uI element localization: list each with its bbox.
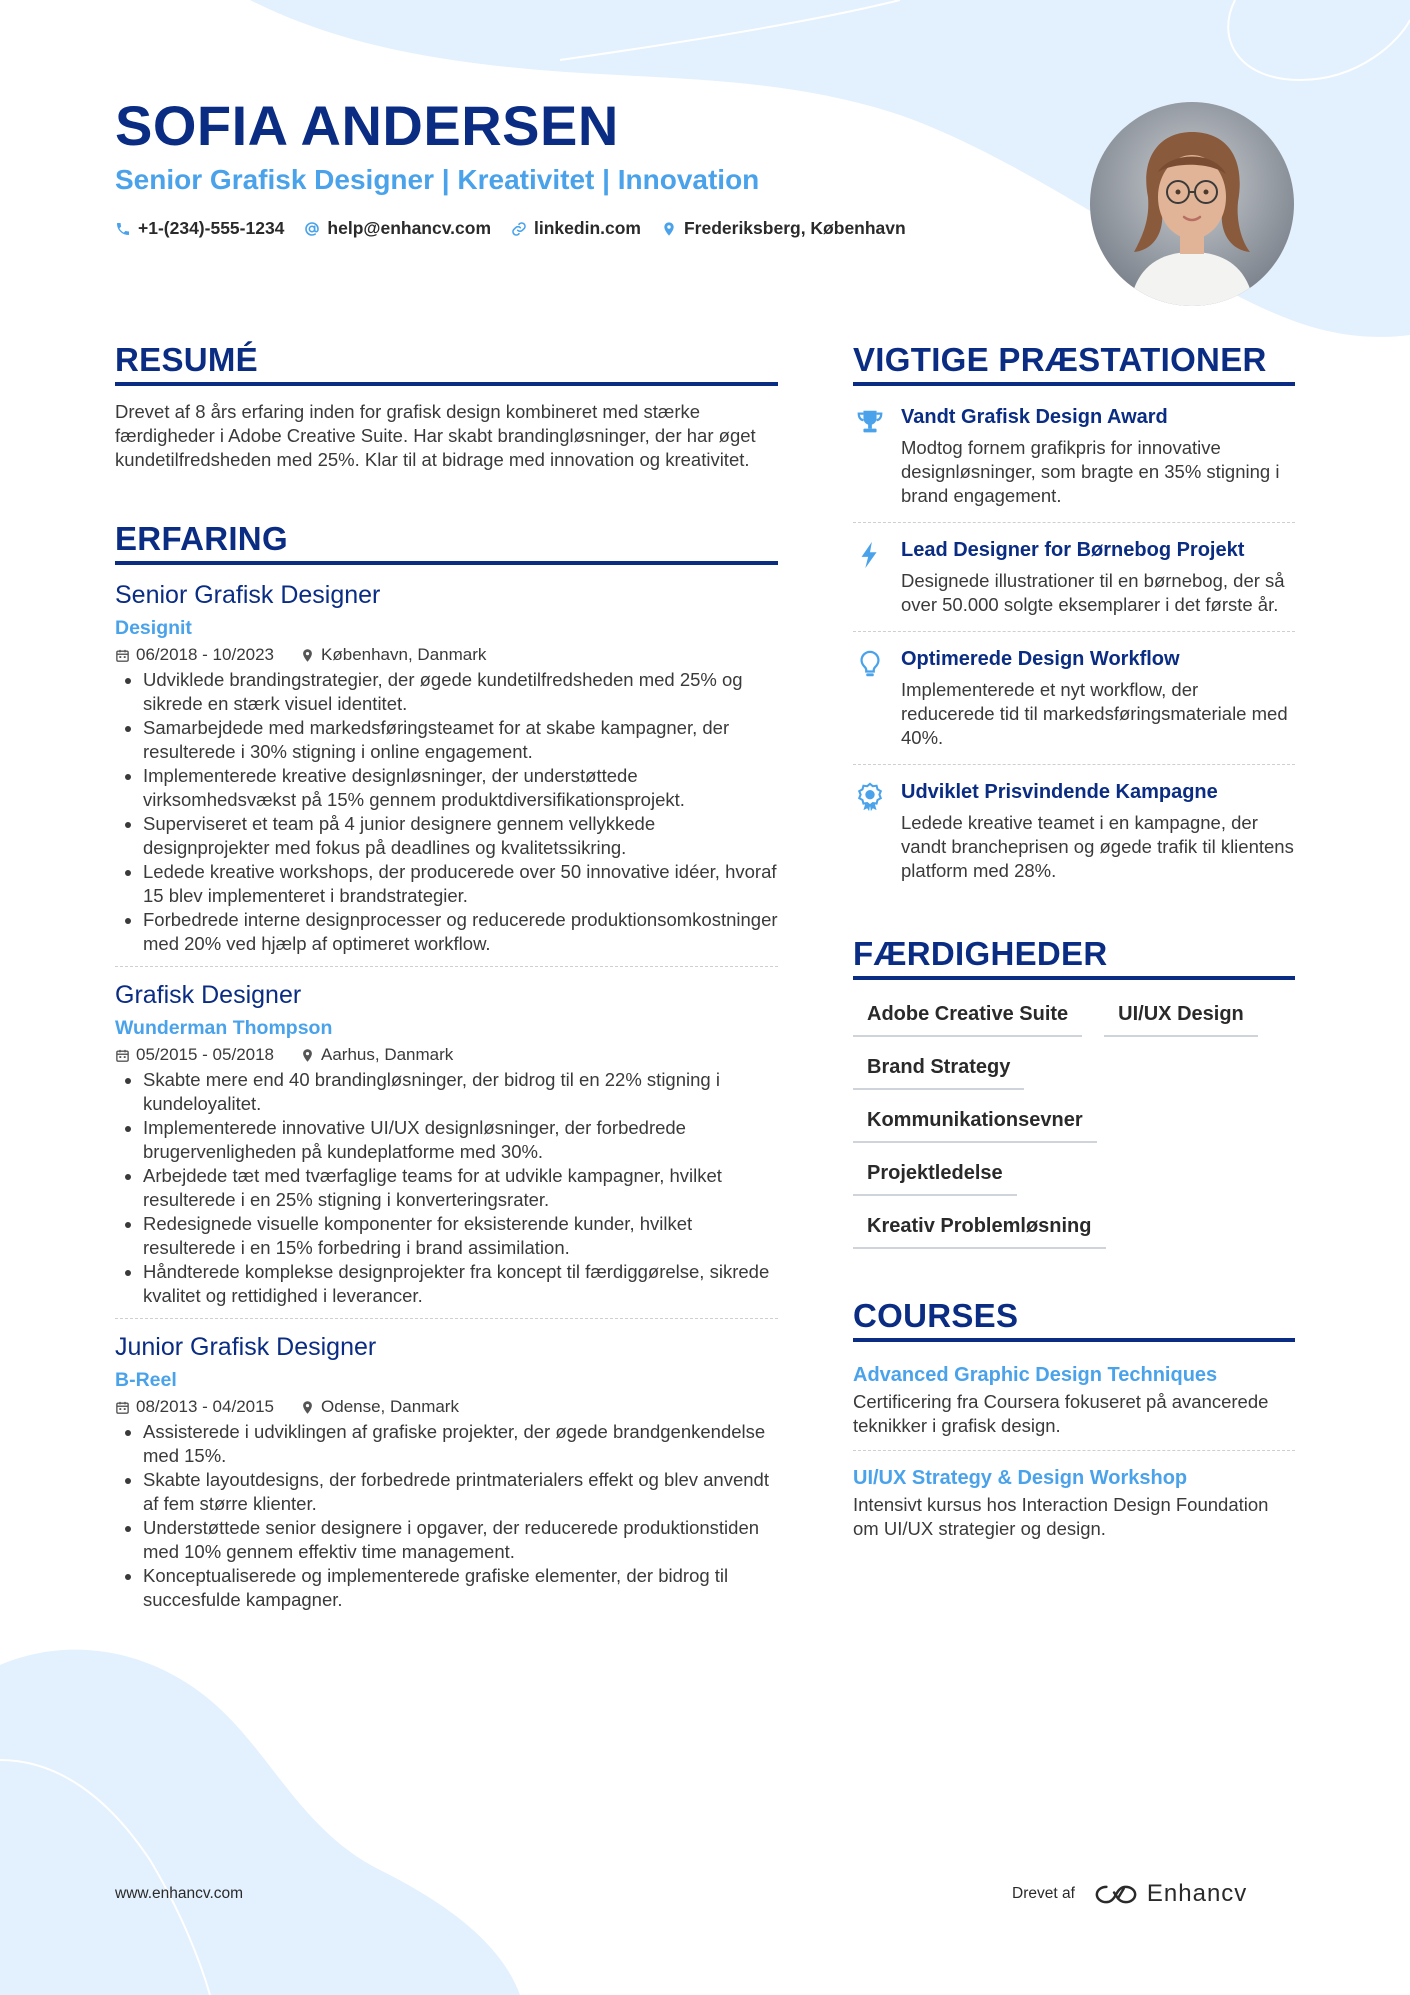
job-bullet: • Samarbejdede med markedsføringsteamet for at skabe kampagner, der resulterede i 30% stigning i online engagement. [143, 716, 778, 764]
lightbulb-icon [855, 648, 885, 680]
contact-email-text: help@enhancv.com [327, 218, 492, 238]
summary-section [115, 343, 778, 472]
job-bullet: • Implementerede innovative UI/UX designløsninger, der forbedrede brugervenligheden på kundeplatforme med 30%. [143, 1116, 778, 1164]
achievement-title: Optimerede Design Workflow [901, 648, 1180, 670]
job-bullet: • Assisterede i udviklingen af grafiske projekter, der øgede brandgenkendelse med 15%. [143, 1420, 778, 1468]
phone-icon [115, 221, 131, 237]
job-meta [115, 1044, 778, 1066]
location-pin-icon [300, 648, 315, 663]
experience-heading: ERFARING [115, 522, 778, 565]
job-location [300, 644, 486, 666]
contact-linkedin-text: linkedin.com [534, 218, 641, 238]
calendar-icon [115, 1400, 130, 1415]
job-location [300, 1044, 453, 1066]
job-meta [115, 1396, 778, 1418]
powered-by-label: Drevet af [1012, 1885, 1075, 1902]
contact-location-text: Frederiksberg, København [683, 218, 906, 238]
job-meta [115, 644, 778, 666]
footer-website[interactable]: www.enhancv.com [115, 1885, 244, 1902]
job-bullet: • Forbedrede interne designprocesser og reducerede produktionsomkostninger med 20% ved hjælp af optimeret workflow. [143, 908, 778, 956]
location-pin-icon [300, 1400, 315, 1415]
achievement-title: Vandt Grafisk Design Award [901, 406, 1168, 428]
lightning-icon [855, 539, 885, 571]
job-bullets [115, 1068, 778, 1308]
job-bullet: • Skabte mere end 40 brandingløsninger, der bidrog til en 22% stigning i kundeloyalitet. [143, 1068, 778, 1116]
job-entry [115, 579, 778, 966]
course-desc: Intensivt kursus hos Interaction Design Foundation om UI/UX strategier og design. [853, 1494, 1269, 1539]
candidate-tagline: Senior Grafisk Designer | Kreativitet | Innovation [115, 164, 760, 195]
job-bullet: • Ledede kreative workshops, der producerede over 50 innovative idéer, hvoraf 15 blev implementeret i brandstrategier. [143, 860, 778, 908]
award-badge-icon [855, 781, 885, 813]
link-icon [511, 221, 527, 237]
calendar-icon [115, 648, 130, 663]
job-bullet: • Konceptualiserede og implementerede grafiske elementer, der bidrog til succesfulde kampagner. [143, 1564, 778, 1612]
achievement-title: Udviklet Prisvindende Kampagne [901, 781, 1218, 803]
experience-section [115, 522, 778, 1622]
achievements-heading: VIGTIGE PRÆSTATIONER [853, 343, 1295, 386]
job-bullet: • Håndterede komplekse designprojekter fra koncept til færdiggørelse, sikrede kvalitet og rettidighed i leverancer. [143, 1260, 778, 1308]
job-bullet: • Understøttede senior designere i opgaver, der reducerede produktionstiden med 10% gennem effektiv time management. [143, 1516, 778, 1564]
job-bullet: • Skabte layoutdesigns, der forbedrede printmaterialers effekt og blev anvendt af fem større klienter. [143, 1468, 778, 1516]
course-title: UI/UX Strategy & Design Workshop [853, 1467, 1188, 1489]
course-title: Advanced Graphic Design Techniques [853, 1364, 1218, 1386]
job-location [300, 1396, 459, 1418]
right-column [853, 343, 1295, 1553]
job-company: Designit [115, 617, 192, 639]
achievement-desc: Ledede kreative teamet i en kampagne, der vandt brancheprisen og øgede trafik til klientens platform med 28%. [901, 812, 1294, 881]
achievement-item [853, 400, 1295, 522]
footer-branding [1012, 1880, 1247, 1908]
achievements-section [853, 343, 1295, 897]
job-company: B-Reel [115, 1369, 177, 1391]
achievement-title: Lead Designer for Børnebog Projekt [901, 539, 1245, 561]
course-desc: Certificering fra Coursera fokuseret på avancerede teknikker i grafisk design. [853, 1391, 1269, 1436]
brand-logo[interactable] [1093, 1880, 1247, 1908]
skills-heading: FÆRDIGHEDER [853, 937, 1295, 980]
contact-linkedin[interactable] [511, 218, 641, 239]
skills-section [853, 937, 1295, 1249]
brand-name: Enhancv [1146, 1880, 1248, 1907]
contact-list [115, 218, 906, 239]
summary-text: Drevet af 8 års erfaring inden for grafisk design kombineret med stærke færdigheder i Adobe Creative Suite. Har skabt brandingløsninger, der har øget kundetilfredsheden med 25%. Klar til at bidrage med innovation og kreativitet. [115, 401, 756, 470]
skill-tag: Projektledelse [853, 1153, 1017, 1196]
candidate-name: SOFIA ANDERSEN [115, 94, 619, 157]
contact-email[interactable] [304, 218, 491, 239]
job-location-text: Odense, Danmark [321, 1397, 459, 1416]
contact-phone[interactable] [115, 218, 284, 239]
enhancv-logo-icon [1093, 1883, 1139, 1906]
location-pin-icon [300, 1048, 315, 1063]
achievement-item [853, 522, 1295, 631]
achievement-item [853, 764, 1295, 897]
achievement-desc: Implementerede et nyt workflow, der reducerede tid til markedsføringsmateriale med 40%. [901, 679, 1288, 748]
skill-tag: Brand Strategy [853, 1047, 1024, 1090]
skill-tag: Kreativ Problemløsning [853, 1206, 1106, 1249]
job-dates: 06/2018 - 10/2023 [136, 645, 275, 664]
job-dates: 05/2015 - 05/2018 [136, 1045, 275, 1064]
achievement-desc: Designede illustrationer til en børnebog, der så over 50.000 solgte eksemplarer i det første år. [901, 570, 1285, 615]
job-location-text: Aarhus, Danmark [321, 1045, 454, 1064]
trophy-icon [855, 406, 885, 438]
job-location-text: København, Danmark [321, 645, 487, 664]
contact-location [661, 218, 906, 239]
achievement-item [853, 631, 1295, 764]
contact-phone-text: +1-(234)-555-1234 [138, 218, 285, 238]
profile-photo [1090, 102, 1294, 306]
job-company: Wunderman Thompson [115, 1017, 333, 1039]
job-bullet: • Superviseret et team på 4 junior designere gennem vellykkede designprojekter med fokus på deadlines og kvalitetssikring. [143, 812, 778, 860]
left-column [115, 343, 778, 1622]
job-title: Senior Grafisk Designer [115, 581, 381, 609]
job-bullet: • Arbejdede tæt med tværfaglige teams for at udvikle kampagner, hvilket resulterede i en 25% stigning i konverteringsrater. [143, 1164, 778, 1212]
skill-tag: UI/UX Design [1104, 994, 1258, 1037]
job-bullet: • Redesignede visuelle komponenter for eksisterende kunder, hvilket resulterede i en 15% forbedring i brand assimilation. [143, 1212, 778, 1260]
skills-list [853, 994, 1295, 1249]
calendar-icon [115, 1048, 130, 1063]
skill-tag: Adobe Creative Suite [853, 994, 1082, 1037]
job-entry [115, 966, 778, 1318]
course-item [853, 1356, 1295, 1450]
job-bullet: • Implementerede kreative designløsninger, der understøttede virksomhedsvækst på 15% gennem produktdiversifikationsprojekt. [143, 764, 778, 812]
job-title: Grafisk Designer [115, 981, 302, 1009]
summary-heading: RESUMÉ [115, 343, 778, 386]
at-icon [304, 221, 320, 237]
skill-tag: Kommunikationsevner [853, 1100, 1097, 1143]
courses-heading: COURSES [853, 1299, 1295, 1342]
location-pin-icon [661, 221, 677, 237]
courses-section [853, 1299, 1295, 1553]
course-item [853, 1450, 1295, 1553]
job-bullet: • Udviklede brandingstrategier, der øgede kundetilfredsheden med 25% og sikrede en stærk visuel identitet. [143, 668, 778, 716]
achievement-desc: Modtog fornem grafikpris for innovative designløsninger, som bragte en 35% stigning i brand engagement. [901, 437, 1280, 506]
job-bullets [115, 1420, 778, 1612]
job-bullets [115, 668, 778, 956]
job-entry [115, 1318, 778, 1622]
job-dates: 08/2013 - 04/2015 [136, 1397, 275, 1416]
job-title: Junior Grafisk Designer [115, 1333, 377, 1361]
